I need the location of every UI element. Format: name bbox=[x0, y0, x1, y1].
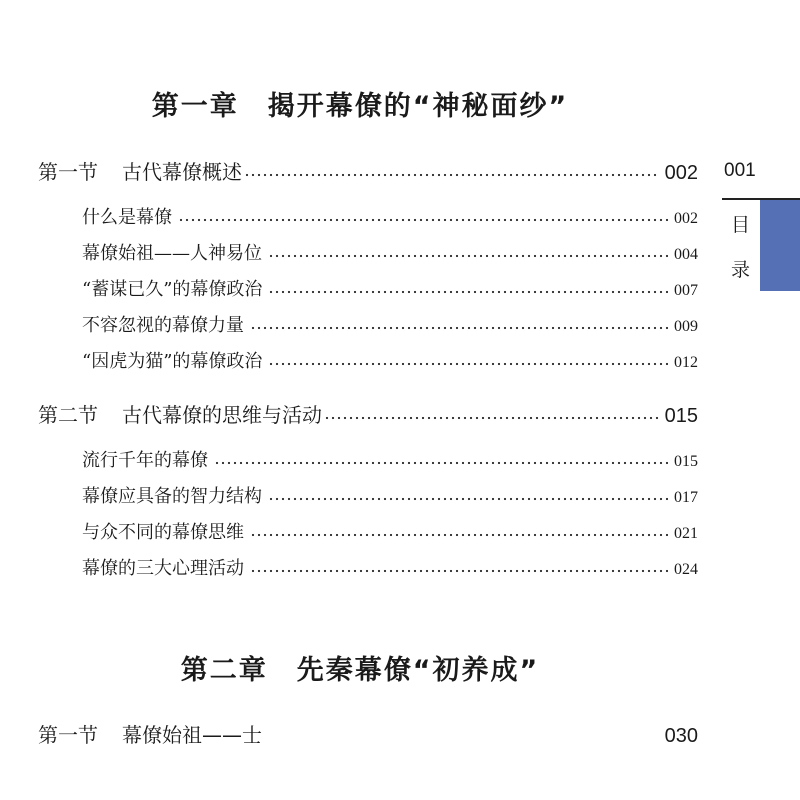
section-label: 第一节 bbox=[38, 160, 98, 184]
page-number: 012 bbox=[674, 354, 698, 371]
item-title: “因虎为猫”的幕僚政治 bbox=[82, 351, 263, 372]
dot-leader bbox=[268, 497, 668, 501]
dot-leader bbox=[324, 416, 659, 420]
dot-leader bbox=[268, 362, 668, 366]
dot-leader bbox=[268, 290, 668, 294]
chapter-title: 第一章 揭开幕僚的“神秘面纱” bbox=[151, 91, 569, 122]
page-number: 009 bbox=[674, 318, 698, 335]
dot-leader bbox=[214, 461, 668, 465]
dot-leader bbox=[264, 736, 659, 740]
toc-section[interactable] bbox=[38, 399, 698, 428]
section-label: 第二节 bbox=[38, 403, 98, 427]
dot-leader bbox=[268, 254, 668, 258]
item-title: 幕僚的三大心理活动 bbox=[82, 558, 244, 579]
page-number: 017 bbox=[674, 489, 698, 506]
toc-section[interactable] bbox=[38, 156, 698, 185]
toc-item[interactable] bbox=[82, 518, 698, 544]
item-title: 流行千年的幕僚 bbox=[82, 450, 208, 471]
toc-item[interactable] bbox=[82, 275, 698, 301]
dot-leader bbox=[250, 326, 668, 330]
page-number: 030 bbox=[664, 725, 698, 747]
toc-item[interactable] bbox=[82, 311, 698, 337]
side-tab-marker bbox=[760, 200, 800, 291]
item-title: 与众不同的幕僚思维 bbox=[82, 522, 244, 543]
dot-leader bbox=[250, 533, 668, 537]
dot-leader bbox=[250, 569, 668, 573]
side-tab-char: 目 bbox=[731, 214, 751, 236]
page-number: 002 bbox=[674, 210, 698, 227]
toc-item[interactable] bbox=[82, 482, 698, 508]
toc-section[interactable] bbox=[38, 719, 698, 748]
section-label: 第一节 bbox=[38, 723, 98, 747]
page-number-folio: 001 bbox=[724, 160, 756, 181]
page-number: 024 bbox=[674, 561, 698, 578]
section-title: 古代幕僚概述 bbox=[122, 160, 242, 184]
item-title: “蓄谋已久”的幕僚政治 bbox=[82, 279, 263, 300]
item-title: 幕僚始祖——人神易位 bbox=[82, 243, 262, 264]
dot-leader bbox=[244, 173, 659, 177]
toc-item[interactable] bbox=[82, 446, 698, 472]
item-title: 幕僚应具备的智力结构 bbox=[82, 486, 262, 507]
section-title: 幕僚始祖——士 bbox=[122, 723, 262, 747]
side-tab-char: 录 bbox=[731, 259, 751, 281]
toc-item[interactable] bbox=[82, 347, 698, 373]
page-number: 015 bbox=[664, 405, 698, 427]
toc-item[interactable] bbox=[82, 554, 698, 580]
item-title: 不容忽视的幕僚力量 bbox=[82, 315, 244, 336]
item-title: 什么是幕僚 bbox=[82, 207, 172, 228]
page-number: 007 bbox=[674, 282, 698, 299]
dot-leader bbox=[178, 218, 668, 222]
toc-item[interactable] bbox=[82, 203, 698, 229]
page-number: 015 bbox=[674, 453, 698, 470]
page-number: 004 bbox=[674, 246, 698, 263]
section-title: 古代幕僚的思维与活动 bbox=[122, 403, 322, 427]
chapter-title: 第二章 先秦幕僚“初养成” bbox=[180, 655, 540, 686]
page-number: 002 bbox=[664, 162, 698, 184]
page-number: 021 bbox=[674, 525, 698, 542]
toc-item[interactable] bbox=[82, 239, 698, 265]
